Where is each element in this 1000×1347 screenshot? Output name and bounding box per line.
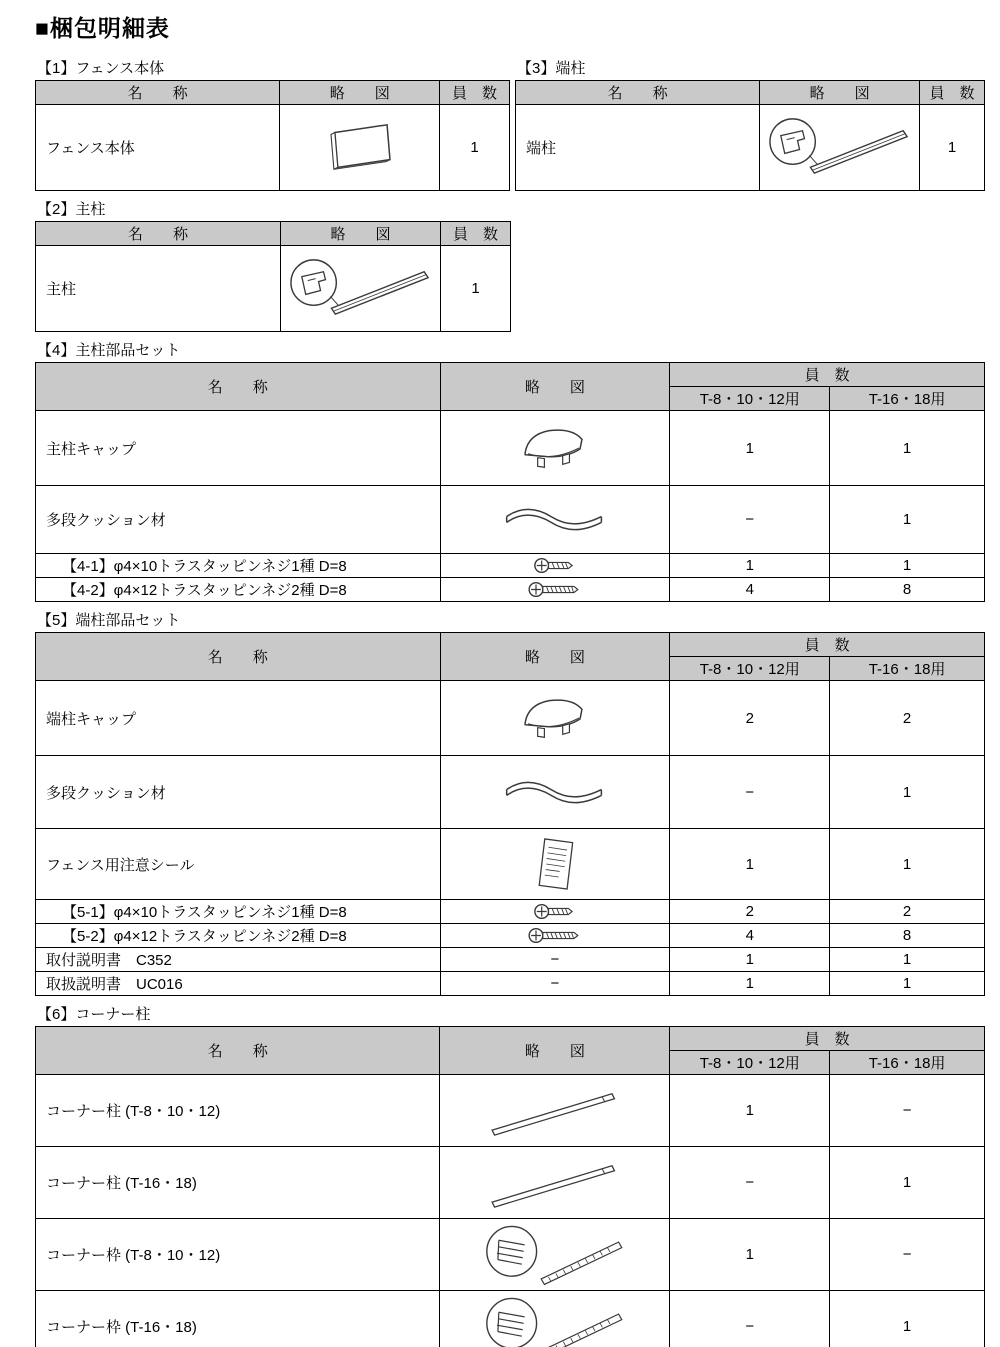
- section-4: [35, 339, 985, 602]
- qty-cell-t16: 1: [830, 972, 985, 996]
- sketch-cell: [440, 578, 670, 602]
- table-row: [36, 829, 985, 900]
- table-row: [36, 578, 985, 602]
- section-2-label: 【2】主柱: [37, 201, 106, 218]
- sketch-cell: [440, 1147, 670, 1219]
- sketch-cell: [760, 105, 920, 191]
- qty-cell-t16: 8: [830, 924, 985, 948]
- sketch-cell: −: [440, 948, 670, 972]
- fence-panel-icon: [318, 119, 402, 177]
- section-6-label: 【6】コーナー柱: [37, 1006, 151, 1023]
- col-header-qty-t16: T-16・18用: [830, 1051, 985, 1075]
- col-header-qty-t16: T-16・18用: [830, 657, 985, 681]
- item-name-cell: 多段クッション材: [36, 486, 441, 554]
- qty-cell: 1: [441, 246, 511, 332]
- section-5-label: 【5】端柱部品セット: [37, 612, 181, 629]
- qty-cell-t16: 1: [830, 1291, 985, 1347]
- col-header-name: 名 称: [36, 81, 280, 105]
- item-name-cell: 主柱: [36, 246, 281, 332]
- sketch-cell: [440, 924, 670, 948]
- section-3-label: 【3】端柱: [517, 60, 586, 77]
- item-name-cell: 主柱キャップ: [36, 411, 441, 486]
- screw-long-icon: [527, 580, 583, 599]
- section-1-label: 【1】フェンス本体: [37, 60, 165, 77]
- sketch-cell: [440, 1219, 670, 1291]
- page-title: ■梱包明細表: [35, 15, 170, 41]
- qty-cell-t8: 1: [670, 411, 830, 486]
- col-header-qty-t8: T-8・10・12用: [670, 387, 830, 411]
- sketch-cell: [440, 1075, 670, 1147]
- qty-cell-t16: 1: [830, 948, 985, 972]
- item-name-cell: 端柱キャップ: [36, 681, 441, 756]
- table-row: [36, 554, 985, 578]
- section-3: [515, 57, 985, 191]
- table-row: [516, 105, 985, 191]
- table-row: [36, 948, 985, 972]
- qty-cell-t16: 1: [830, 411, 985, 486]
- end-post-cap-icon: [518, 692, 592, 744]
- sketch-cell: [281, 246, 441, 332]
- col-header-qty: 員 数: [441, 222, 511, 246]
- qty-cell-t8: 1: [670, 829, 830, 900]
- section-2: [35, 198, 985, 332]
- corner-post-icon: [480, 1154, 630, 1211]
- table-row: [36, 486, 985, 554]
- end-post-icon: [765, 110, 915, 185]
- section-5: [35, 609, 985, 996]
- qty-cell-t8: 1: [670, 554, 830, 578]
- item-name-cell: 【4-1】φ4×10トラスタッピンネジ1種 D=8: [36, 554, 441, 578]
- col-header-sketch: 略 図: [760, 81, 920, 105]
- sketch-cell: [440, 411, 670, 486]
- col-header-qty: 員 数: [670, 1027, 985, 1051]
- qty-cell-t8: 2: [670, 900, 830, 924]
- qty-cell-t8: 1: [670, 1219, 830, 1291]
- sketch-cell: −: [440, 972, 670, 996]
- sketch-cell: [440, 486, 670, 554]
- col-header-qty: 員 数: [670, 633, 985, 657]
- section-4-label: 【4】主柱部品セット: [37, 342, 181, 359]
- corner-frame-icon: [476, 1292, 634, 1347]
- qty-cell-t8: −: [670, 1147, 830, 1219]
- screw-long-icon: [527, 926, 583, 945]
- section-3-table: [515, 80, 985, 191]
- cushion-icon: [500, 505, 610, 534]
- qty-cell-t16: 1: [830, 1147, 985, 1219]
- table-row: [36, 972, 985, 996]
- col-header-qty-t16: T-16・18用: [830, 387, 985, 411]
- table-row: [36, 924, 985, 948]
- item-name-cell: コーナー柱 (T-8・10・12): [36, 1075, 440, 1147]
- col-header-qty: 員 数: [440, 81, 510, 105]
- sketch-cell: [440, 681, 670, 756]
- section-6: [35, 1003, 985, 1347]
- col-header-sketch: 略 図: [440, 1027, 670, 1075]
- item-name-cell: フェンス用注意シール: [36, 829, 441, 900]
- col-header-qty: 員 数: [670, 363, 985, 387]
- col-header-name: 名 称: [36, 633, 441, 681]
- qty-cell-t8: 2: [670, 681, 830, 756]
- col-header-qty-t8: T-8・10・12用: [670, 1051, 830, 1075]
- sketch-cell: [280, 105, 440, 191]
- qty-cell-t16: −: [830, 1075, 985, 1147]
- qty-cell-t8: −: [670, 1291, 830, 1347]
- screw-short-icon: [533, 902, 577, 921]
- section-6-table: [35, 1026, 985, 1347]
- item-name-cell: 取付説明書 C352: [36, 948, 441, 972]
- col-header-name: 名 称: [516, 81, 760, 105]
- item-name-cell: フェンス本体: [36, 105, 280, 191]
- table-row: [36, 1147, 985, 1219]
- section-4-table: [35, 362, 985, 602]
- qty-cell-t8: 1: [670, 972, 830, 996]
- caution-seal-icon: [529, 834, 581, 894]
- qty-cell-t16: −: [830, 1219, 985, 1291]
- item-name-cell: 端柱: [516, 105, 760, 191]
- qty-cell-t16: 2: [830, 900, 985, 924]
- sketch-cell: [440, 1291, 670, 1347]
- qty-cell: 1: [920, 105, 985, 191]
- col-header-sketch: 略 図: [281, 222, 441, 246]
- item-name-cell: 取扱説明書 UC016: [36, 972, 441, 996]
- cushion-icon: [500, 778, 610, 807]
- table-row: [36, 1075, 985, 1147]
- qty-cell-t8: −: [670, 756, 830, 829]
- qty-cell-t16: 1: [830, 554, 985, 578]
- table-row: [36, 246, 511, 332]
- col-header-sketch: 略 図: [440, 633, 670, 681]
- sketch-cell: [440, 829, 670, 900]
- qty-cell-t8: 1: [670, 948, 830, 972]
- qty-cell-t8: 4: [670, 924, 830, 948]
- corner-frame-icon: [476, 1220, 634, 1290]
- item-name-cell: コーナー柱 (T-16・18): [36, 1147, 440, 1219]
- section-2-table: [35, 221, 511, 332]
- sketch-cell: [440, 756, 670, 829]
- corner-post-icon: [480, 1082, 630, 1139]
- qty-cell-t16: 1: [830, 756, 985, 829]
- item-name-cell: 【4-2】φ4×12トラスタッピンネジ2種 D=8: [36, 578, 441, 602]
- qty-cell-t8: 4: [670, 578, 830, 602]
- col-header-name: 名 称: [36, 1027, 440, 1075]
- section-5-table: [35, 632, 985, 996]
- section-1: [35, 57, 510, 191]
- table-row: [36, 105, 510, 191]
- screw-short-icon: [533, 556, 577, 575]
- top-row: [35, 57, 985, 198]
- table-row: [36, 1219, 985, 1291]
- item-name-cell: コーナー枠 (T-16・18): [36, 1291, 440, 1347]
- col-header-sketch: 略 図: [280, 81, 440, 105]
- qty-cell-t8: 1: [670, 1075, 830, 1147]
- main-post-icon: [286, 251, 436, 326]
- qty-cell-t8: −: [670, 486, 830, 554]
- col-header-qty-t8: T-8・10・12用: [670, 657, 830, 681]
- qty-cell-t16: 8: [830, 578, 985, 602]
- table-row: [36, 1291, 985, 1347]
- table-row: [36, 681, 985, 756]
- qty-cell-t16: 1: [830, 829, 985, 900]
- qty-cell: 1: [440, 105, 510, 191]
- item-name-cell: 【5-1】φ4×10トラスタッピンネジ1種 D=8: [36, 900, 441, 924]
- qty-cell-t16: 1: [830, 486, 985, 554]
- item-name-cell: 【5-2】φ4×12トラスタッピンネジ2種 D=8: [36, 924, 441, 948]
- col-header-sketch: 略 図: [440, 363, 670, 411]
- qty-cell-t16: 2: [830, 681, 985, 756]
- col-header-name: 名 称: [36, 222, 281, 246]
- col-header-name: 名 称: [36, 363, 441, 411]
- col-header-qty: 員 数: [920, 81, 985, 105]
- section-1-table: [35, 80, 510, 191]
- table-row: [36, 900, 985, 924]
- sketch-cell: [440, 554, 670, 578]
- sketch-cell: [440, 900, 670, 924]
- item-name-cell: 多段クッション材: [36, 756, 441, 829]
- post-cap-icon: [518, 422, 592, 474]
- table-row: [36, 756, 985, 829]
- item-name-cell: コーナー枠 (T-8・10・12): [36, 1219, 440, 1291]
- table-row: [36, 411, 985, 486]
